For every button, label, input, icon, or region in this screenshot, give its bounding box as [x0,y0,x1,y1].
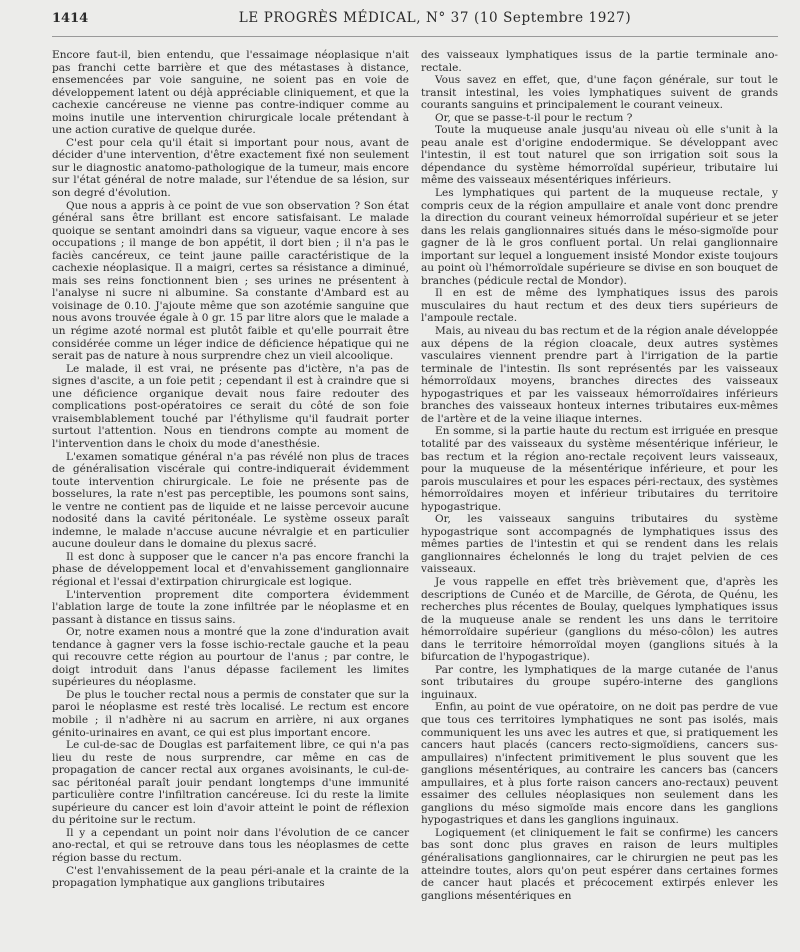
left-column [52,49,409,902]
right-column [421,49,778,902]
paragraph: Encore faut-il, bien entendu, que l'essaimage néoplasique n'ait pas franchi cette barrière et que des métastases à distance, ensemencées par voie sanguine, ne soient pas en voie de développement latent ou déjà appréciable cliniquement, et que la cachexie cancéreuse ne vienne pas contre-indiquer comme au moins inutile une intervention chirurgicale locale prétendant à une action curative de quelque durée. [52,49,409,137]
paragraph: Il est donc à supposer que le cancer n'a pas encore franchi la phase de développement local et d'envahissement ganglionnaire régional et l'essai d'extirpation chirurgicale est logique. [52,550,409,588]
paragraph: Il en est de même des lymphatiques issus des parois musculaires du haut rectum et des deux tiers supérieurs de l'ampoule rectale. [421,287,778,325]
paragraph: Logiquement (et cliniquement le fait se confirme) les cancers bas sont donc plus graves en raison de leurs multiples généralisations ganglionnaires, car le chirurgien ne peut pas les atteindre toutes, alors qu'on peut espérer dans certaines formes de cancer haut placés et précocement extirpés enlever les ganglions mésentériques en [421,826,778,902]
paragraph: Or, les vaisseaux sanguins tributaires du système hypogastrique sont accompagnés de lymphatiques issus des mêmes parties de l'intestin et qui se rendent dans les relais ganglionnaires échelonnés le long du trajet pelvien de ces vaisseaux. [421,513,778,576]
paragraph: L'intervention proprement dite comportera évidemment l'ablation large de toute la zone infiltrée par le néoplasme et en passant à distance en tissus sains. [52,588,409,626]
paragraph: Vous savez en effet, que, d'une façon générale, sur tout le transit intestinal, les voies lymphatiques suivent de grands courants sanguins et principalement le courant veineux. [421,74,778,112]
paragraph: Les lymphatiques qui partent de la muqueuse rectale, y compris ceux de la région ampullaire et anale vont donc prendre la direction du courant veineux hémorroïdal supérieur et se jeter dans les relais ganglionnaires situés dans le méso-sigmoïde pour gagner de là le gros confluent portal. Un relai ganglionnaire important sur lequel a longuement insisté Mondor existe toujours au point où l'hémorroïdale supérieure se divise en son bouquet de branches (pédicule rectal de Mondor). [421,187,778,287]
running-title: LE PROGRÈS MÉDICAL, N° 37 (10 Septembre 1927) [238,10,632,26]
text-columns [52,49,778,902]
paragraph: des vaisseaux lymphatiques issus de la partie terminale ano-rectale. [421,49,778,74]
paragraph: L'examen somatique général n'a pas révélé non plus de traces de généralisation viscérale qui contre-indiquerait évidemment toute intervention chirurgicale. Le foie ne présente pas de bosselures, la rate n'est pas perceptible, les poumons sont sains, le ventre ne contient pas de liquide et ne laisse percevoir aucune nodosité dans la cavité péritonéale. Le système osseux paraît indemne, le malade n'accuse aucune névralgie et en particulier aucune douleur dans le domaine du plexus sacré. [52,450,409,551]
paragraph: C'est l'envahissement de la peau péri-anale et la crainte de la propagation lymphatique aux ganglions tributaires [52,864,409,890]
paragraph: Or, notre examen nous a montré que la zone d'induration avait tendance à gagner vers la fosse ischio-rectale gauche et la peau qui recouvre cette région au pourtour de l'anus ; par contre, le doigt introduit dans l'anus dépasse facilement les limites supérieures du néoplasme. [52,626,409,689]
paragraph: Que nous a appris à ce point de vue son observation ? Son état général sans être brillant est encore satisfaisant. Le malade quoique se sentant amoindri dans sa vigueur, vaque encore à ses occupations ; il mange de bon appétit, il dort bien ; il n'a pas le faciès cancéreux, ce teint jaune paille caractéristique de la cachexie néoplasique. Il a maigri, certes sa résistance a diminué, mais ses reins fonctionnent bien ; ses urines ne présentent à l'analyse ni sucre ni albumine. Sa constante d'Ambard est au voisinage de 0.10. J'ajoute même que son azotémie sanguine que nous avons trouvée égale à 0 gr. 15 par litre alors que le malade a un régime azoté normal est plutôt faible et qu'elle pourrait être considérée comme un léger indice de déficience hépatique qui ne serait pas de nature à nous surprendre chez un vieil alcoolique. [52,199,409,363]
paragraph: Il y a cependant un point noir dans l'évolution de ce cancer ano-rectal, et qui se retrouve dans tous les néoplasmes de cette région basse du rectum. [52,826,409,864]
paragraph: C'est pour cela qu'il était si important pour nous, avant de décider d'une intervention, d'être exactement fixé non seulement sur le diagnostic anatomo-pathologique de la tumeur, mais encore sur l'état général de notre malade, sur l'étendue de sa lésion, sur son degré d'évolution. [52,136,409,200]
paragraph: Je vous rappelle en effet très brièvement que, d'après les descriptions de Cunéo et de Marcille, de Gérota, de Quénu, les recherches plus récentes de Boulay, quelques lymphatiques issus de la muqueuse anale se rendent les uns dans le territoire hémorroïdaire supérieur (ganglions du méso-côlon) les autres dans le territoire hémorroïdal moyen (ganglions situés à la bifurcation de l'hypogastrique). [421,575,778,664]
page-number: 1414 [52,11,89,26]
paragraph: Le cul-de-sac de Douglas est parfaitement libre, ce qui n'a pas lieu du reste de nous surprendre, car même en cas de propagation de cancer rectal aux organes avoisinants, le cul-de-sac péritonéal paraît jouir pendant longtemps d'une immunité particulière contre l'infiltration cancéreuse. Ici du reste la limite supérieure du cancer est loin d'avoir atteint le point de réflexion du péritoine sur le rectum. [52,739,409,827]
paragraph: De plus le toucher rectal nous a permis de constater que sur la paroi le néoplasme est resté très localisé. Le rectum est encore mobile ; il n'adhère ni au sacrum en arrière, ni aux organes génito-urinaires en avant, ce qui est plus important encore. [52,688,409,739]
page-header [52,10,778,37]
paragraph: Par contre, les lymphatiques de la marge cutanée de l'anus sont tributaires du groupe supéro-interne des ganglions inguinaux. [421,663,778,701]
paragraph: Le malade, il est vrai, ne présente pas d'ictère, n'a pas de signes d'ascite, a un foie petit ; cependant il est à craindre que si une déficience organique devait nous faire redouter des complications post-opératoires ce serait du côté de son foie vraisemblablement touché par l'éthylisme qu'il faudrait porter surtout l'attention. Nous en tiendrons compte au moment de l'intervention dans le choix du mode d'anesthésie. [52,362,409,450]
paragraph: Or, que se passe-t-il pour le rectum ? [435,111,633,124]
paragraph: Mais, au niveau du bas rectum et de la région anale développée aux dépens de la région cloacale, deux autres systèmes vasculaires viennent prendre part à l'irrigation de la partie terminale de l'intestin. Ils sont représentés par les vaisseaux hémorroïdaux moyens, branches directes des vaisseaux hypogastriques et par les vaisseaux hémorroïdaires inférieurs branches des vaisseaux honteux internes tributaires eux-mêmes de l'artère et de la veine iliaque internes. [421,325,778,425]
paragraph: Toute la muqueuse anale jusqu'au niveau où elle s'unit à la peau anale est d'origine endodermique. Se développant avec l'intestin, il est tout naturel que son irrigation soit sous la dépendance du système hémorroïdal supérieur, tributaire lui même des vaisseaux mésentériques inférieurs. [421,124,778,187]
paragraph: Enfin, au point de vue opératoire, on ne doit pas perdre de vue que tous ces territoires lymphatiques ne sont pas isolés, mais communiquent les uns avec les autres et que, si pratiquement les cancers haut placés (cancers recto-sigmoïdiens, cancers sus-ampullaires) n'infectent primitivement le plus souvent que les ganglions mésentériques, au contraire les cancers bas (cancers ampullaires, et à plus forte raison cancers ano-rectaux) peuvent essaimer des cellules néoplasiques non seulement dans les ganglions du méso sigmoïde mais encore dans les ganglions hypogastriques et dans les ganglions inguinaux. [421,701,778,827]
paragraph: En somme, si la partie haute du rectum est irriguée en presque totalité par des vaisseaux du système mésentérique inférieur, le bas rectum et la région ano-rectale reçoivent leurs vaisseaux, pour la muqueuse de la mésentérique inférieure, et pour les parois musculaires et pour les espaces péri-rectaux, des systèmes hémorroïdaires moyen et inférieur tributaires du territoire hypogastrique. [421,425,778,513]
